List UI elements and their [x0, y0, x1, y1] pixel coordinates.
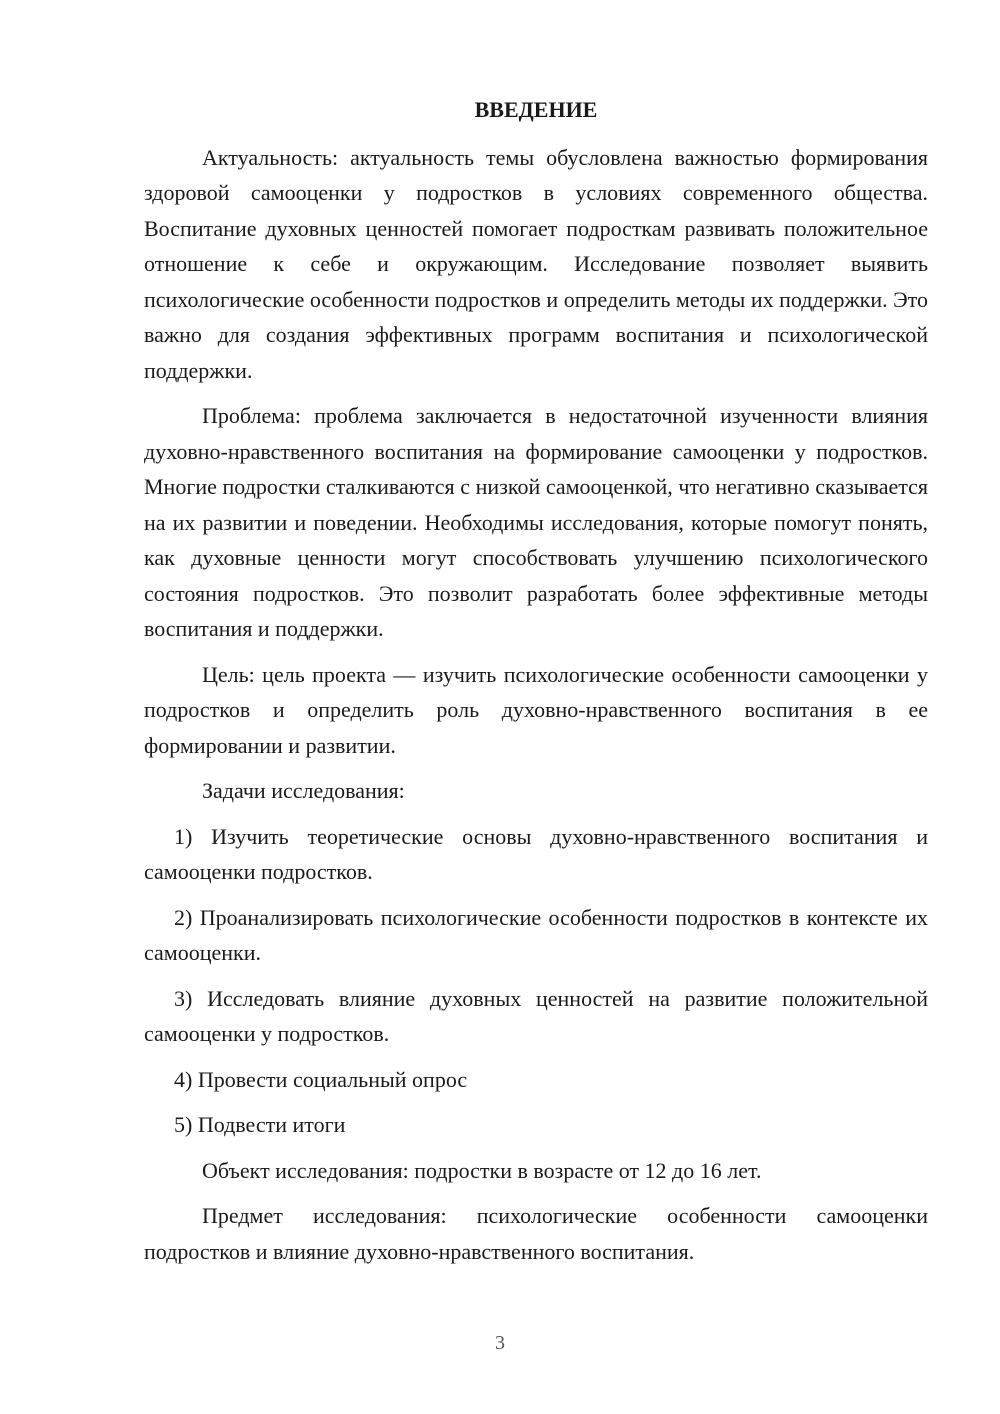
task-item: 3) Исследовать влияние духовных ценностей на развитие положительной самооценки у подростков. — [144, 985, 928, 1046]
task-item: 2) Проанализировать психологические особенности подростков в контексте их самооценки. — [144, 904, 928, 965]
paragraph-object: Объект исследования: подростки в возрасте от 12 до 16 лет. — [202, 1157, 762, 1183]
paragraph-goal: Цель: цель проекта — изучить психологические особенности самооценки у подростков и определить роль духовно-нравственного воспитания в ее формировании и развитии. — [144, 661, 928, 758]
page-title: ВВЕДЕНИЕ — [474, 97, 598, 122]
task-item: 4) Провести социальный опрос — [174, 1066, 468, 1092]
page-number: 3 — [495, 1332, 505, 1354]
task-item: 1) Изучить теоретические основы духовно-нравственного воспитания и самооценки подростков. — [144, 823, 928, 884]
tasks-heading: Задачи исследования: — [202, 778, 405, 803]
paragraph-subject: Предмет исследования: психологические особенности самооценки подростков и влияние духовно-нравственного воспитания. — [144, 1203, 928, 1264]
paragraph-problem: Проблема: проблема заключается в недостаточной изученности влияния духовно-нравственного воспитания на формирование самооценки у подростков. Многие подростки сталкиваются с низкой самооценкой, что негативно сказывается на их развитии и поведении. Необходимы исследования, которые помогут понять, как духовные ценности могут способствовать улучшению психологического состояния подростков. Это позволит разработать более эффективные методы воспитания и поддержки. — [144, 403, 928, 641]
task-item: 5) Подвести итоги — [174, 1112, 346, 1137]
paragraph-relevance: Актуальность: актуальность темы обусловлена важностью формирования здоровой самооценки у подростков в условиях современного общества. Воспитание духовных ценностей помогает подросткам развивать положительное отношение к себе и окружающим. Исследование позволяет выявить психологические особенности подростков и определить методы их поддержки. Это важно для создания эффективных программ воспитания и психологической поддержки. — [144, 144, 928, 383]
document-page — [144, 92, 928, 1279]
